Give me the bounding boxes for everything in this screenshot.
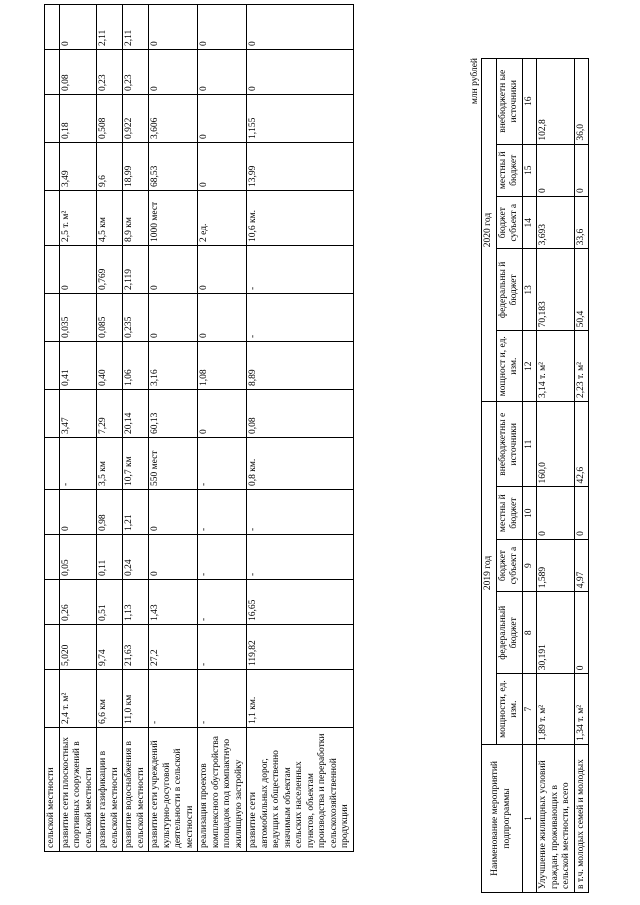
- table-cell: 0,508: [97, 95, 123, 143]
- table-cell: 1,34 т. м²: [574, 674, 589, 745]
- table-cell: 0,51: [97, 580, 123, 625]
- table-cell: [45, 438, 60, 490]
- table-cell: 2,11: [97, 5, 123, 50]
- table-cell: 9,6: [97, 143, 123, 191]
- table-cell: [45, 5, 60, 50]
- table-cell: -: [198, 535, 247, 580]
- table-cell: 0: [198, 95, 247, 143]
- table-cell: 1,89 т. м²: [537, 674, 575, 745]
- table-cell: 550 мест: [149, 438, 198, 490]
- table-cell: [45, 342, 60, 390]
- column-header: мощности, ед. изм.: [496, 674, 522, 745]
- table-cell: 3,14 т. м²: [537, 331, 575, 402]
- table-cell: 0,40: [97, 342, 123, 390]
- table-cell: 2,4 т. м²: [59, 670, 97, 728]
- table-cell: 7,29: [97, 390, 123, 438]
- table-row: [45, 5, 60, 852]
- table-row: [97, 5, 123, 852]
- table-cell: 0: [59, 490, 97, 535]
- table-row: [537, 59, 575, 893]
- table-cell: 1,589: [537, 539, 575, 591]
- table-cell: 0,035: [59, 294, 97, 342]
- table-row: [198, 5, 247, 852]
- table-cell: 1,21: [123, 490, 149, 535]
- column-header: местны й бюджет: [496, 487, 522, 539]
- table-cell: 70,183: [537, 249, 575, 331]
- table-cell: 0,11: [97, 535, 123, 580]
- table-cell: [45, 670, 60, 728]
- table-cell: 1,08: [198, 342, 247, 390]
- table-cell: 0,8 км.: [247, 438, 354, 490]
- header-2019: 2019 год: [482, 402, 497, 745]
- table-cell: 0,922: [123, 95, 149, 143]
- table-cell: -: [198, 490, 247, 535]
- table-cell: 0,18: [59, 95, 97, 143]
- table-cell: 0,769: [97, 246, 123, 294]
- column-number: 7: [522, 674, 537, 745]
- table-cell: 0: [574, 592, 589, 674]
- row-label: реализация проектов комплексного обустройства площадок под компактную жилищную застройку: [198, 728, 247, 852]
- table-cell: 3,16: [149, 342, 198, 390]
- table-cell: 0: [149, 294, 198, 342]
- table-cell: 0: [198, 5, 247, 50]
- table-cell: 0,23: [123, 50, 149, 95]
- column-number: 1: [522, 744, 537, 892]
- table-cell: 119,82: [247, 625, 354, 670]
- table-cell: -: [247, 294, 354, 342]
- table-cell: 0: [149, 490, 198, 535]
- table-cell: 0: [149, 246, 198, 294]
- column-number: 9: [522, 539, 537, 591]
- table-cell: 0,235: [123, 294, 149, 342]
- row-label: сельской местности: [45, 728, 60, 852]
- table-cell: 33,6: [574, 196, 589, 248]
- table-row: [574, 59, 589, 893]
- column-header: федеральны й бюджет: [496, 249, 522, 331]
- table-cell: -: [247, 246, 354, 294]
- table-cell: 27,2: [149, 625, 198, 670]
- table-cell: 0,05: [59, 535, 97, 580]
- column-header: внебюджетн ые источники: [496, 59, 522, 145]
- table-cell: 42,6: [574, 402, 589, 487]
- table-row: [123, 5, 149, 852]
- table-cell: [45, 490, 60, 535]
- column-header: бюджет субъект а: [496, 196, 522, 248]
- table-cell: 2,5 т. м²: [59, 191, 97, 246]
- table-cell: 0: [59, 5, 97, 50]
- column-header: бюджет субъект а: [496, 539, 522, 591]
- table-cell: 2,119: [123, 246, 149, 294]
- row-label: развитие газификации в сельской местности: [97, 728, 123, 852]
- table-cell: 0,23: [97, 50, 123, 95]
- table-cell: 0: [149, 5, 198, 50]
- table-cell: 0: [198, 50, 247, 95]
- table-cell: [45, 95, 60, 143]
- table-row: [247, 5, 354, 852]
- table-cell: [45, 294, 60, 342]
- unit-caption: млн рублей: [470, 58, 480, 105]
- column-header: мощност и, ед. изм.: [496, 331, 522, 402]
- table-cell: 11,0 км: [123, 670, 149, 728]
- table-cell: 0: [574, 487, 589, 539]
- row-label: развитие сети автомобильных дорог, ведущих к общественно значимым объектам сельских населенных пунктов, объектам производства и переработки сельскохозяйственной продукции: [247, 728, 354, 852]
- table-cell: 0: [537, 487, 575, 539]
- table-cell: 0: [149, 535, 198, 580]
- table-cell: 68,53: [149, 143, 198, 191]
- column-number: 11: [522, 402, 537, 487]
- table-cell: 30,191: [537, 592, 575, 674]
- upper-table-rotated: [44, 4, 354, 852]
- table-cell: 6,6 км: [97, 670, 123, 728]
- table-cell: 9,74: [97, 625, 123, 670]
- table-cell: 20,14: [123, 390, 149, 438]
- table-cell: 13,99: [247, 143, 354, 191]
- lower-table: [481, 58, 589, 893]
- table-cell: 10,6 км.: [247, 191, 354, 246]
- table-cell: 2 ед.: [198, 191, 247, 246]
- table-row: [59, 5, 97, 852]
- table-cell: -: [247, 490, 354, 535]
- row-label: в т.ч. молодых семей и молодых: [574, 744, 589, 892]
- table-cell: 2,11: [123, 5, 149, 50]
- upper-table: [44, 4, 354, 852]
- table-cell: [45, 191, 60, 246]
- table-cell: 102,8: [537, 59, 575, 145]
- column-number: 8: [522, 592, 537, 674]
- table-row: [149, 5, 198, 852]
- table-cell: 8,89: [247, 342, 354, 390]
- table-cell: -: [247, 535, 354, 580]
- table-cell: 18,99: [123, 143, 149, 191]
- table-cell: 0: [198, 390, 247, 438]
- table-cell: 0: [574, 144, 589, 196]
- table-cell: 0: [198, 246, 247, 294]
- column-number: 12: [522, 331, 537, 402]
- table-cell: -: [149, 670, 198, 728]
- row-label: развитие сети учреждений культурно-досуговой деятельности в сельской местности: [149, 728, 198, 852]
- column-number: 16: [522, 59, 537, 145]
- header-name: Наименование мероприятий подпрограммы: [482, 744, 523, 892]
- table-cell: 2,23 т. м²: [574, 331, 589, 402]
- table-cell: 1,06: [123, 342, 149, 390]
- table-cell: [45, 535, 60, 580]
- table-cell: 0: [198, 143, 247, 191]
- column-number: 13: [522, 249, 537, 331]
- column-number: 14: [522, 196, 537, 248]
- table-cell: 0,08: [59, 50, 97, 95]
- table-cell: 1,1 км.: [247, 670, 354, 728]
- column-number: 15: [522, 144, 537, 196]
- table-cell: 5,020: [59, 625, 97, 670]
- table-cell: 0,26: [59, 580, 97, 625]
- table-cell: 3,606: [149, 95, 198, 143]
- table-cell: 0: [59, 246, 97, 294]
- table-cell: 0,24: [123, 535, 149, 580]
- table-cell: 1,13: [123, 580, 149, 625]
- table-cell: [45, 390, 60, 438]
- table-cell: [45, 625, 60, 670]
- table-cell: 3,49: [59, 143, 97, 191]
- column-header: федеральный бюджет: [496, 592, 522, 674]
- table-cell: 160,0: [537, 402, 575, 487]
- table-cell: 0: [149, 50, 198, 95]
- table-cell: 1,155: [247, 95, 354, 143]
- table-cell: 8,9 км: [123, 191, 149, 246]
- table-cell: 10,7 км: [123, 438, 149, 490]
- table-cell: 0: [247, 50, 354, 95]
- table-cell: -: [198, 625, 247, 670]
- row-label: развитие сети плоскостных спортивных сооружений в сельской местности: [59, 728, 97, 852]
- table-cell: [45, 246, 60, 294]
- table-cell: 3,47: [59, 390, 97, 438]
- lower-table-rotated: [470, 58, 589, 893]
- table-cell: 0,98: [97, 490, 123, 535]
- table-cell: 0: [537, 144, 575, 196]
- table-cell: 1000 мест: [149, 191, 198, 246]
- table-cell: 4,5 км: [97, 191, 123, 246]
- table-cell: 50,4: [574, 249, 589, 331]
- column-header: внебюджетны е источники: [496, 402, 522, 487]
- column-number: 10: [522, 487, 537, 539]
- table-cell: 4,97: [574, 539, 589, 591]
- table-cell: [45, 580, 60, 625]
- table-cell: 3,5 км: [97, 438, 123, 490]
- table-cell: -: [59, 438, 97, 490]
- column-header: местны й бюджет: [496, 144, 522, 196]
- table-cell: 0,08: [247, 390, 354, 438]
- table-cell: 1,43: [149, 580, 198, 625]
- table-cell: 0,085: [97, 294, 123, 342]
- table-cell: 36,0: [574, 59, 589, 145]
- row-label: развитие водоснабжения в сельской местности: [123, 728, 149, 852]
- table-cell: 16,65: [247, 580, 354, 625]
- table-cell: 21,63: [123, 625, 149, 670]
- table-cell: 60,13: [149, 390, 198, 438]
- header-2020: 2020 год: [482, 59, 497, 402]
- table-cell: 3,693: [537, 196, 575, 248]
- table-cell: 0,41: [59, 342, 97, 390]
- table-cell: 0: [198, 294, 247, 342]
- table-cell: 0: [247, 5, 354, 50]
- row-label: Улучшение жилищных условий граждан, проживающих в сельской местности, всего: [537, 744, 575, 892]
- table-cell: -: [198, 438, 247, 490]
- table-cell: -: [198, 670, 247, 728]
- table-cell: -: [198, 580, 247, 625]
- table-cell: [45, 50, 60, 95]
- table-cell: [45, 143, 60, 191]
